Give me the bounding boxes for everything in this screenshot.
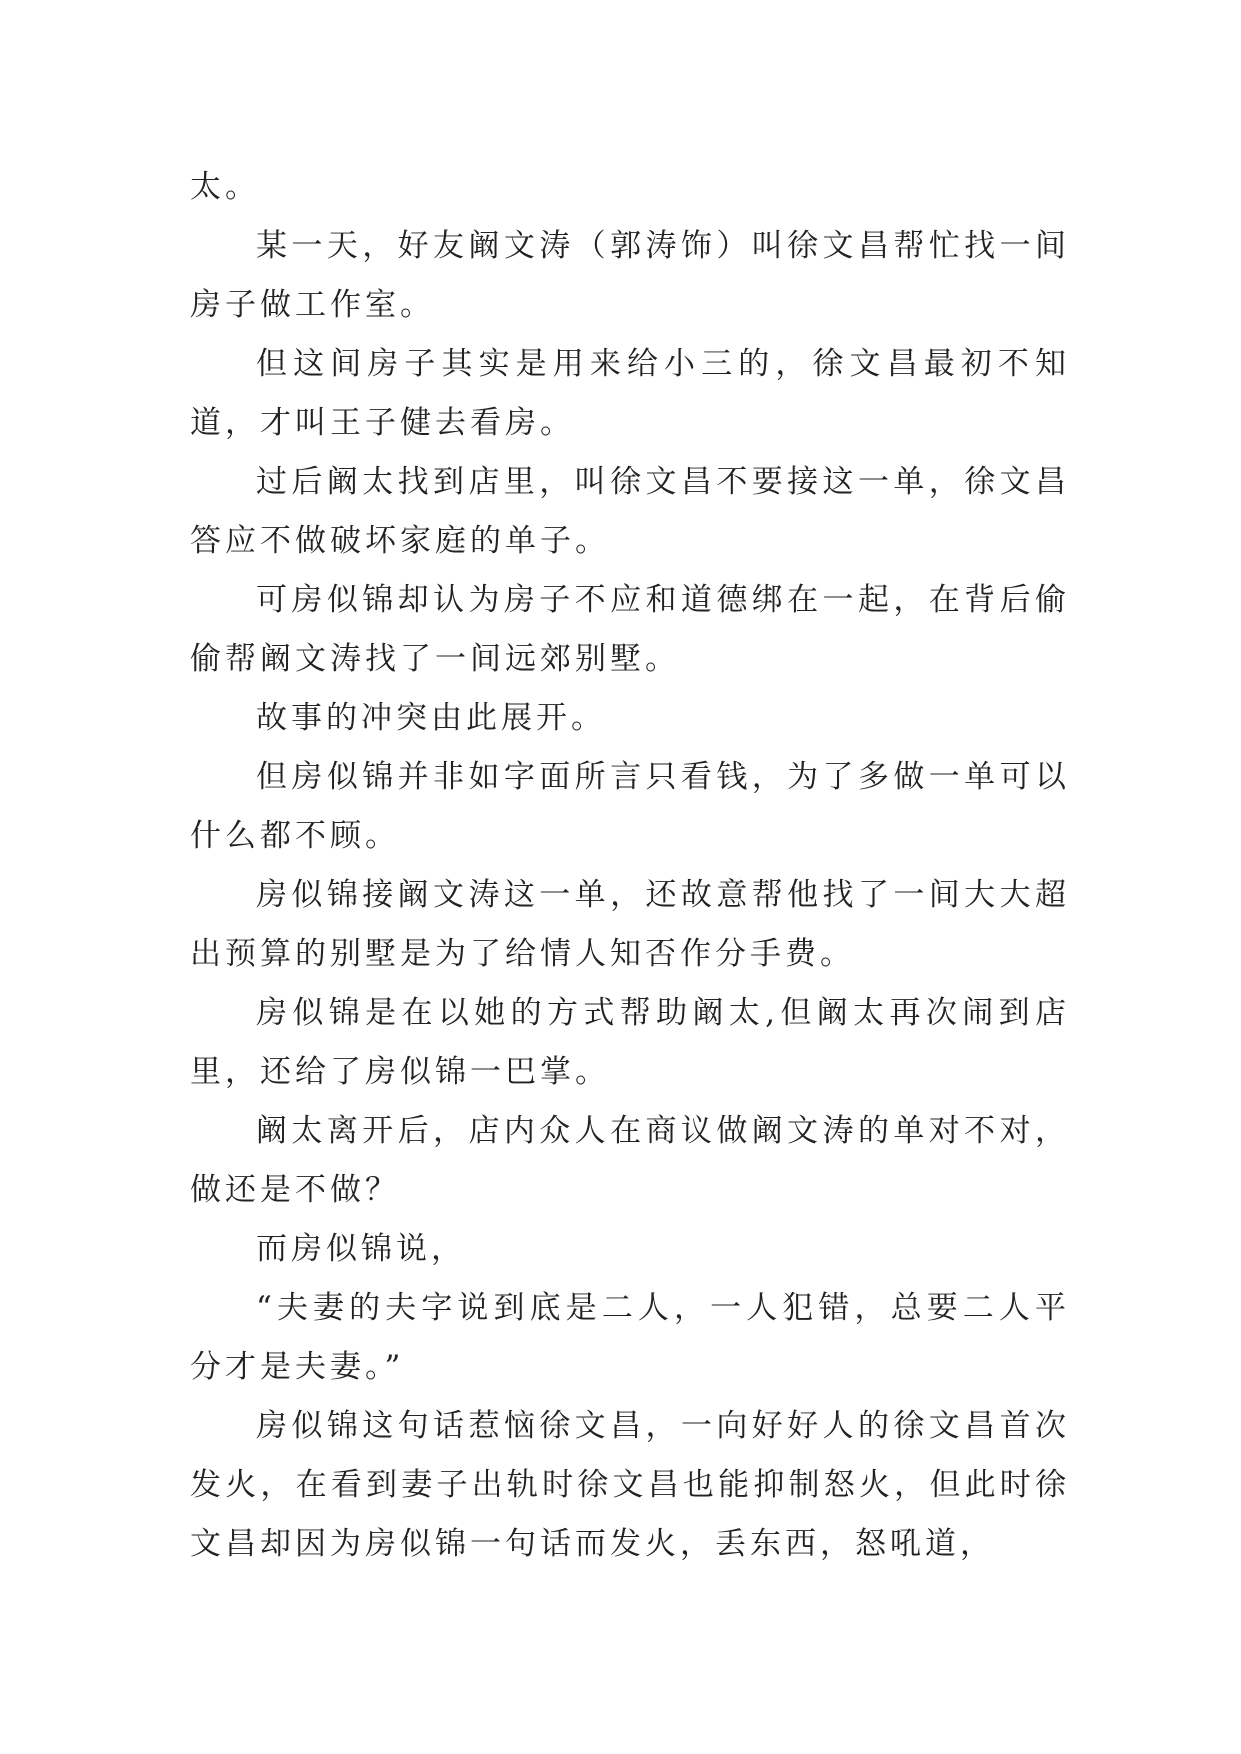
paragraph: 而房似锦说， [256,1231,466,1267]
paragraph-continuation: 太。 [190,169,260,205]
paragraph: 故事的冲突由此展开。 [256,700,606,736]
paragraph: 但房似锦并非如字面所言只看钱，为了多做一单可以什么都不顾。 [190,759,1070,854]
paragraph: 某一天，好友阚文涛（郭涛饰）叫徐文昌帮忙找一间房子做工作室。 [190,228,1070,323]
body-text [190,158,1070,1574]
paragraph: 但这间房子其实是用来给小三的，徐文昌最初不知道，才叫王子健去看房。 [190,346,1070,441]
paragraph: 可房似锦却认为房子不应和道德绑在一起，在背后偷偷帮阚文涛找了一间远郊别墅。 [190,582,1070,677]
paragraph: 房似锦接阚文涛这一单，还故意帮他找了一间大大超出预算的别墅是为了给情人知否作分手费。 [190,877,1070,972]
paragraph-quote: “夫妻的夫字说到底是二人，一人犯错，总要二人平分才是夫妻。” [190,1290,1070,1385]
paragraph: 过后阚太找到店里，叫徐文昌不要接这一单，徐文昌答应不做破坏家庭的单子。 [190,464,1070,559]
paragraph: 房似锦是在以她的方式帮助阚太,但阚太再次闹到店里，还给了房似锦一巴掌。 [190,995,1070,1090]
paragraph: 房似锦这句话惹恼徐文昌，一向好好人的徐文昌首次发火，在看到妻子出轨时徐文昌也能抑制怒火，但此时徐文昌却因为房似锦一句话而发火，丢东西，怒吼道， [190,1408,1070,1562]
paragraph: 阚太离开后，店内众人在商议做阚文涛的单对不对，做还是不做？ [190,1113,1070,1208]
